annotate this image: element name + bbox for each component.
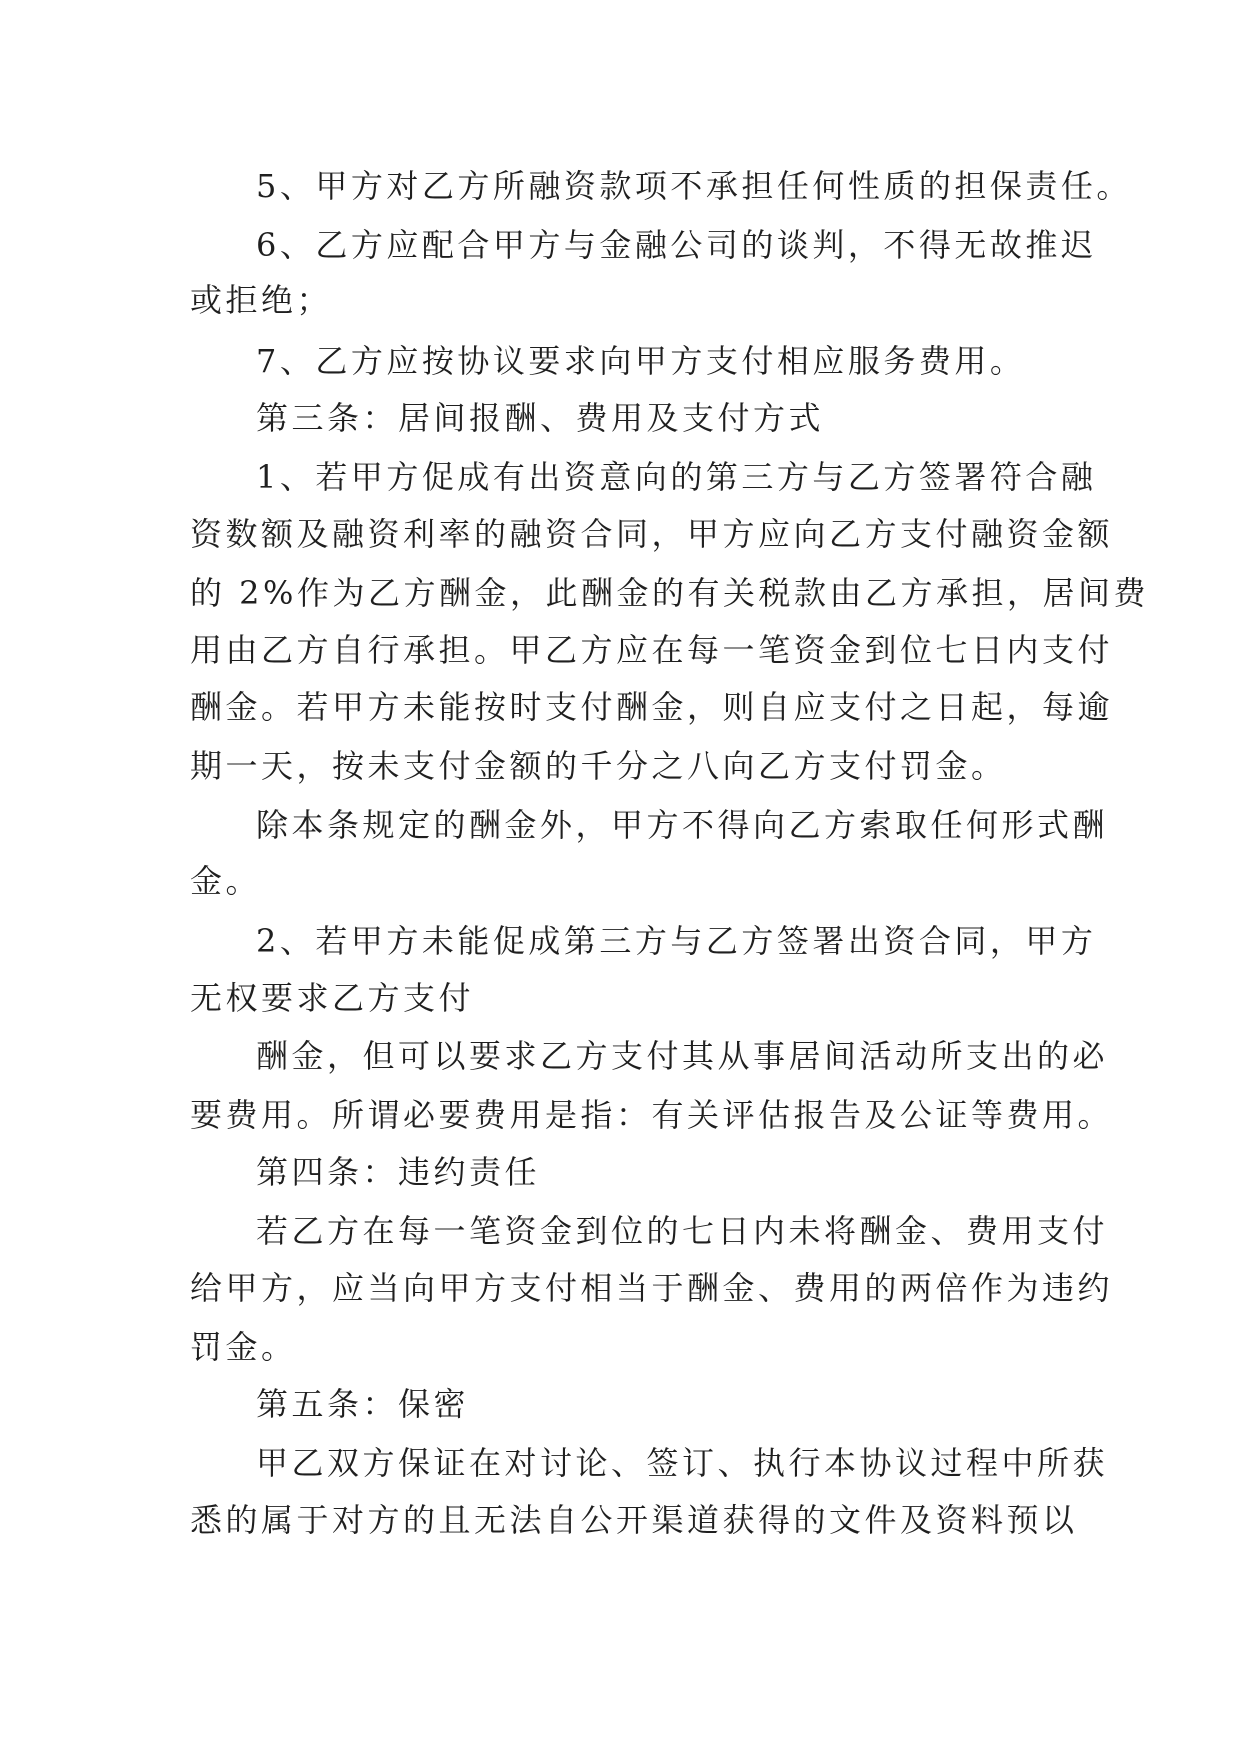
section-heading-article-3: 第三条：居间报酬、费用及支付方式 xyxy=(256,399,825,437)
text-line-clause-2-item-6: 6、乙方应配合甲方与金融公司的谈判，不得无故推迟 xyxy=(256,226,1097,264)
text-line-article-3-item-1-cont-1: 资数额及融资利率的融资合同，甲方应向乙方支付融资金额 xyxy=(190,515,1114,553)
text-line-article-3-item-1-cont-3: 用由乙方自行承担。甲乙方应在每一笔资金到位七日内支付 xyxy=(190,631,1114,669)
text-line-article-4-body-cont-2: 罚金。 xyxy=(190,1328,297,1366)
text-line-article-3-item-2-cont-2: 酬金，但可以要求乙方支付其从事居间活动所支出的必 xyxy=(256,1037,1109,1075)
text-line-article-3-note-cont: 金。 xyxy=(190,862,262,900)
text-line-article-3-note: 除本条规定的酬金外，甲方不得向乙方索取任何形式酬 xyxy=(256,806,1109,844)
text-line-article-5-body-cont: 悉的属于对方的且无法自公开渠道获得的文件及资料预以 xyxy=(190,1501,1078,1539)
text-line-article-3-item-2-cont: 无权要求乙方支付 xyxy=(190,979,475,1017)
text-line-article-3-item-1-cont-5: 期一天，按未支付金额的千分之八向乙方支付罚金。 xyxy=(190,747,1007,785)
text-line-clause-2-item-7: 7、乙方应按协议要求向甲方支付相应服务费用。 xyxy=(256,342,1026,380)
text-line-article-3-item-1-cont-2: 的 2%作为乙方酬金，此酬金的有关税款由乙方承担，居间费 xyxy=(190,574,1149,612)
text-line-article-5-body: 甲乙双方保证在对讨论、签订、执行本协议过程中所获 xyxy=(256,1444,1109,1482)
section-heading-article-4: 第四条：违约责任 xyxy=(256,1153,541,1191)
text-line-article-3-item-2-cont-3: 要费用。所谓必要费用是指：有关评估报告及公证等费用。 xyxy=(190,1096,1114,1134)
section-heading-article-5: 第五条：保密 xyxy=(256,1385,470,1423)
text-line-article-4-body-cont-1: 给甲方，应当向甲方支付相当于酬金、费用的两倍作为违约 xyxy=(190,1269,1114,1307)
text-line-clause-2-item-6-cont: 或拒绝； xyxy=(190,281,333,319)
text-line-article-4-body: 若乙方在每一笔资金到位的七日内未将酬金、费用支付 xyxy=(256,1212,1109,1250)
text-line-clause-2-item-5: 5、甲方对乙方所融资款项不承担任何性质的担保责任。 xyxy=(256,167,1132,205)
text-line-article-3-item-2: 2、若甲方未能促成第三方与乙方签署出资合同，甲方 xyxy=(256,922,1097,960)
text-line-article-3-item-1: 1、若甲方促成有出资意向的第三方与乙方签署符合融 xyxy=(256,458,1097,496)
text-line-article-3-item-1-cont-4: 酬金。若甲方未能按时支付酬金，则自应支付之日起，每逾 xyxy=(190,688,1114,726)
